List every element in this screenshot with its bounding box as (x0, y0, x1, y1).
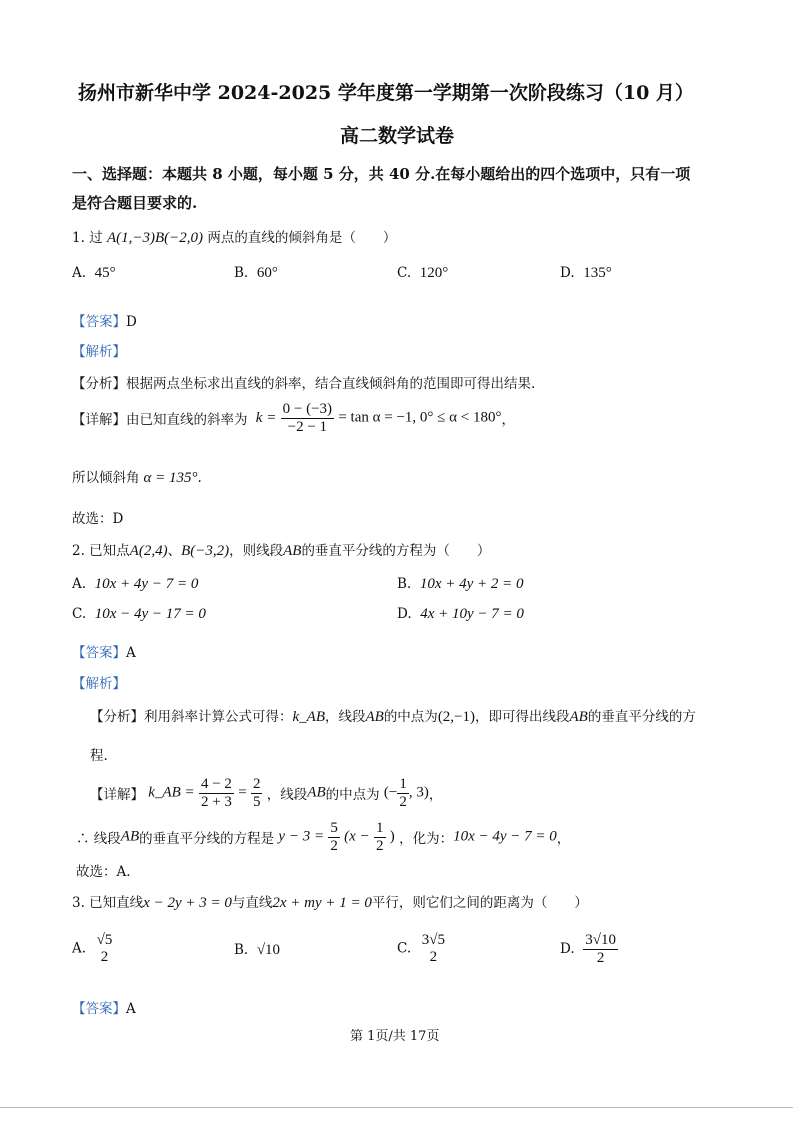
q2-slope-fraction: $\frac{4 - 2}{2 + 3}$ (200, 776, 232, 810)
q1-option-d-value: 135° (583, 265, 612, 281)
q3-option-c: C. 3√5 2 (397, 932, 445, 965)
q2-analysis-tag: 【解析】 (72, 676, 126, 692)
exam-title: 扬州市新华中学 2024-2025 学年度第一学期第一次阶段练习（10 月） (78, 82, 694, 104)
answer-value: D (126, 314, 137, 330)
q2-option-b: B. 10x + 4y + 2 = 0 (397, 576, 524, 592)
q2-midpoint-fraction: $\frac{1}{2}$ (399, 776, 407, 810)
q1-slope-fraction: $\frac{0 - (-3)}{-2 - 1}$ (282, 401, 333, 435)
q3-option-a: A. √5 2 (72, 932, 113, 965)
q2-fenxi: 【分析】利用斜率计算公式可得：k_AB，线段AB的中点为(2,−1)，即可得出线段AB的垂直平分线的方 (90, 709, 696, 725)
section-heading-line1: 一、选择题：本题共 8 小题，每小题 5 分，共 40 分.在每小题给出的四个选项中，只有一项 (72, 165, 691, 183)
q1-detail: 【详解】由已知直线的斜率为 k = $\frac{0 - (-3)}{-2 - 1}$ = tan α = −1, 0° ≤ α < 180°， (72, 401, 515, 435)
question-1 (72, 226, 396, 247)
q2-option-c: C. 10x − 4y − 17 = 0 (72, 606, 206, 622)
q3-option-b: B. √10 (234, 942, 281, 958)
q2-option-a: A. 10x + 4y − 7 = 0 (72, 576, 199, 592)
answer-tag: 【答案】 (72, 314, 126, 330)
page-number: 第 1页/共 17页 (350, 1029, 440, 1044)
q1-answer (72, 310, 137, 330)
q2-fenxi-line2: 程. (90, 748, 108, 764)
q1-option-a-value: 45° (94, 265, 116, 281)
q1-option-a: A. 45° (72, 265, 116, 281)
section-heading-line2: 是符合题目要求的. (72, 194, 198, 212)
q1-option-c-value: 120° (419, 265, 449, 281)
question-1-number: 1. 过 (72, 230, 103, 246)
q2-choose: 故选：A. (76, 864, 131, 880)
question-2: 2. 已知点A(2,4)、B(−3,2)，则线段AB的垂直平分线的方程为（ ） (72, 543, 491, 559)
q1-conclusion: 所以倾斜角 α = 135°. (72, 470, 202, 486)
page-bottom-rule (0, 1107, 793, 1108)
q1-option-b-value: 60° (256, 265, 278, 281)
question-1-text: 两点的直线的倾斜角是（ ） (207, 230, 397, 246)
exam-subtitle: 高二数学试卷 (340, 125, 455, 147)
q1-choose: 故选：D (72, 511, 124, 527)
q2-answer: 【答案】A (72, 645, 136, 661)
q1-fenxi: 【分析】根据两点坐标求出直线的斜率，结合直线倾斜角的范围即可得出结果. (72, 376, 536, 392)
q1-analysis-tag: 【解析】 (72, 344, 126, 360)
q1-option-b: B. 60° (234, 265, 278, 281)
question-3: 3. 已知直线x − 2y + 3 = 0与直线2x + my + 1 = 0平行，则它们之间的距离为（ ） (72, 895, 588, 911)
q3-answer: 【答案】A (72, 1001, 136, 1017)
q1-option-d: D. 135° (560, 265, 612, 281)
q3-option-d: D. $\frac{3√10}{2}$ (560, 932, 616, 966)
q1-option-c: C. 120° (397, 265, 449, 281)
q2-option-d: D. 4x + 10y − 7 = 0 (397, 606, 524, 622)
q2-detail: 【详解】 k_AB = $\frac{4 - 2}{2 + 3}$ = $\frac{2}{5}$ ，线段AB的中点为 (− $\frac{1}{2}$ , 3)， (90, 776, 443, 810)
question-1-points: A(1,−3)B(−2,0) (106, 230, 204, 246)
q2-therefore: ∴ 线段AB的垂直平分线的方程是 y − 3 = $\frac{5}{2}$ (x − $\frac{1}{2}$ ) ，化为：10x − 4y − 7 = 0， (76, 820, 571, 854)
